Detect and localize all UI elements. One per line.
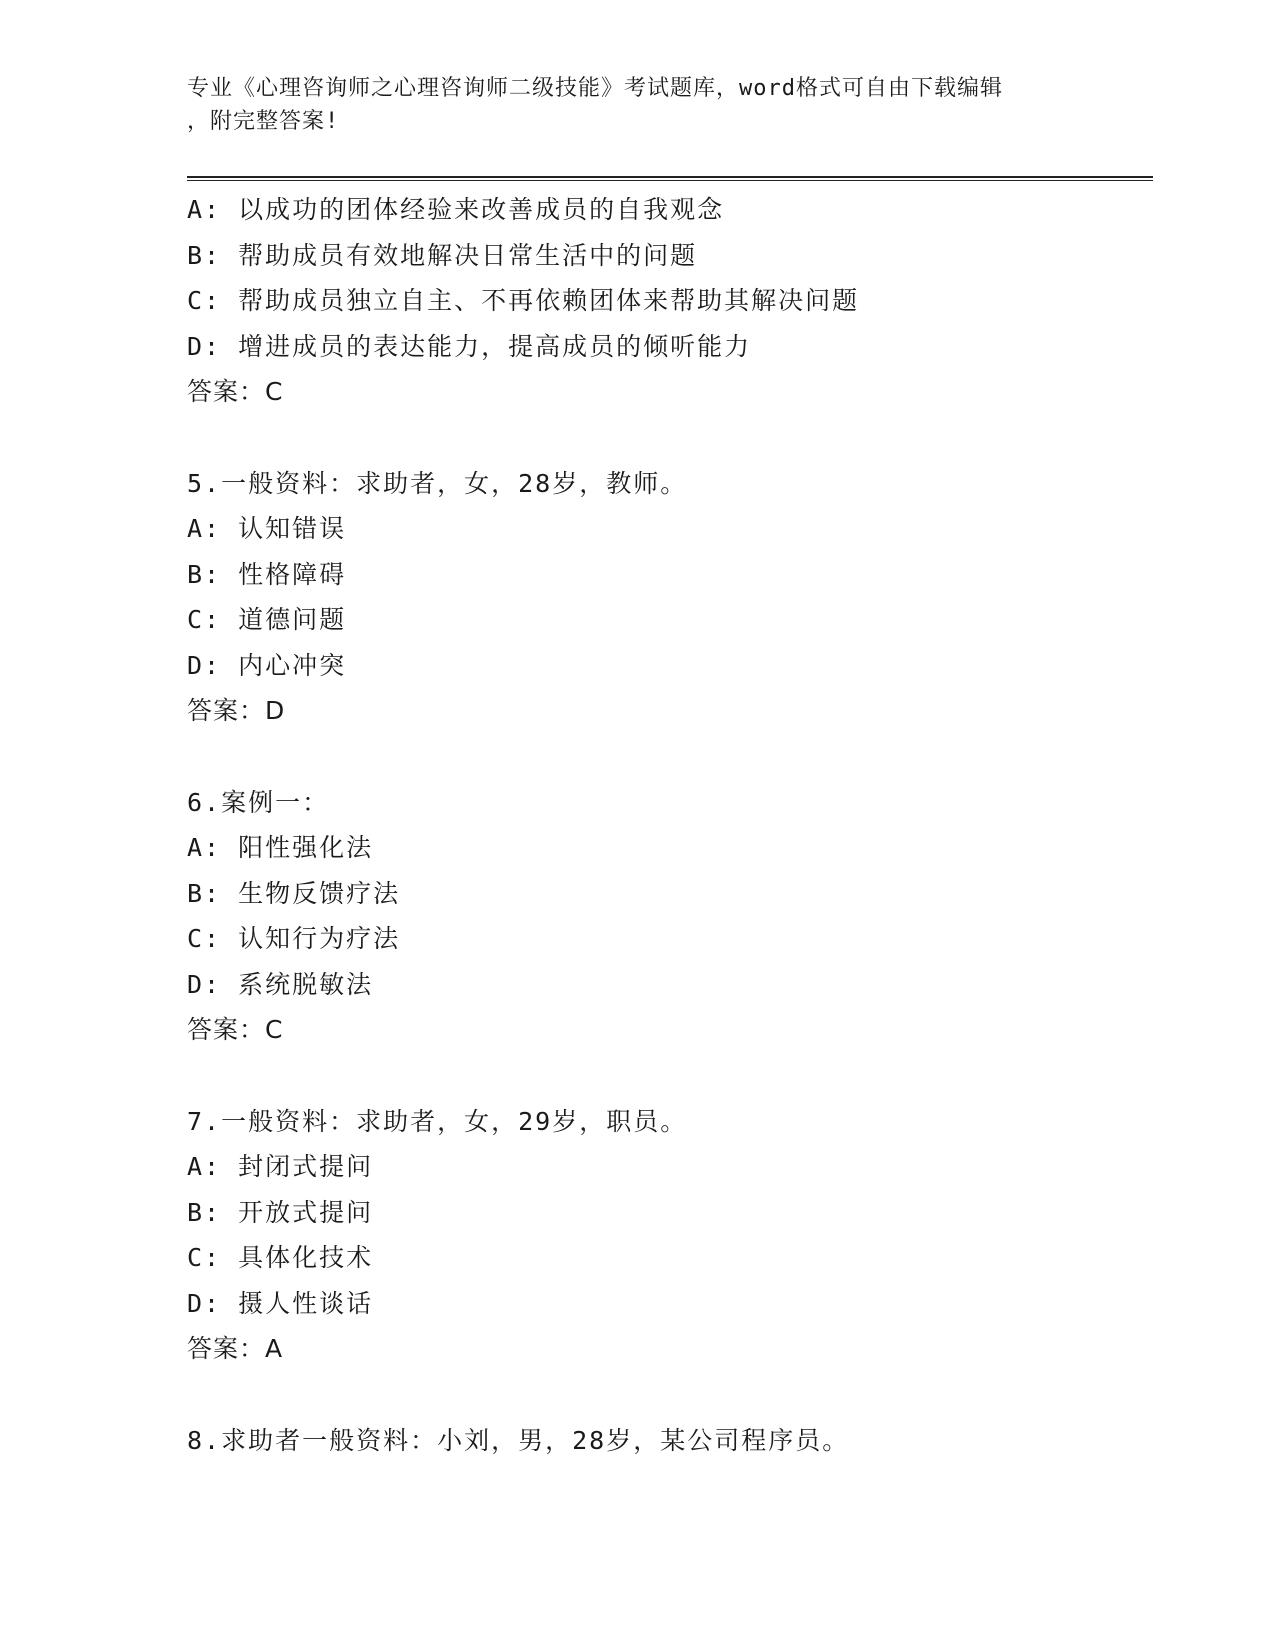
option-c: C: 道德问题	[187, 605, 347, 634]
question-block	[187, 780, 1147, 1053]
question-block	[187, 1418, 1147, 1464]
option-a: A: 认知错误	[187, 514, 347, 543]
option-c: C: 认知行为疗法	[187, 924, 401, 953]
question-block	[187, 1099, 1147, 1372]
option-a: A: 阳性强化法	[187, 833, 374, 862]
answer-line: 答案：A	[187, 1334, 284, 1363]
header-line-1: 专业《心理咨询师之心理咨询师二级技能》考试题库，word格式可自由下载编辑	[187, 76, 1003, 101]
question-text: 6.案例一：	[187, 787, 330, 817]
option-a: A: 以成功的团体经验来改善成员的自我观念	[187, 195, 725, 224]
option-d: D: 增进成员的表达能力，提高成员的倾听能力	[187, 331, 752, 361]
option-b: B: 生物反馈疗法	[187, 878, 401, 908]
answer-line: 答案：C	[187, 1015, 284, 1044]
document-header	[187, 72, 1087, 138]
option-b: B: 帮助成员有效地解决日常生活中的问题	[187, 240, 698, 270]
answer-line: 答案：C	[187, 377, 284, 406]
option-c: C: 帮助成员独立自主、不再依赖团体来帮助其解决问题	[187, 286, 860, 315]
option-a: A: 封闭式提问	[187, 1152, 374, 1181]
option-b: B: 性格障碍	[187, 559, 347, 589]
header-divider	[187, 176, 1153, 181]
question-block	[187, 187, 1147, 415]
question-block	[187, 461, 1147, 734]
question-text: 8.求助者一般资料：小刘，男，28岁，某公司程序员。	[187, 1425, 850, 1455]
question-list	[187, 187, 1147, 1463]
answer-line: 答案：D	[187, 696, 286, 725]
question-text: 5.一般资料：求助者，女，28岁，教师。	[187, 468, 688, 498]
option-d: D: 系统脱敏法	[187, 969, 374, 999]
option-d: D: 摄人性谈话	[187, 1288, 374, 1318]
option-c: C: 具体化技术	[187, 1243, 374, 1272]
option-d: D: 内心冲突	[187, 650, 347, 680]
header-line-2: ，附完整答案!	[187, 109, 340, 134]
option-b: B: 开放式提问	[187, 1197, 374, 1227]
question-text: 7.一般资料：求助者，女，29岁，职员。	[187, 1106, 688, 1136]
